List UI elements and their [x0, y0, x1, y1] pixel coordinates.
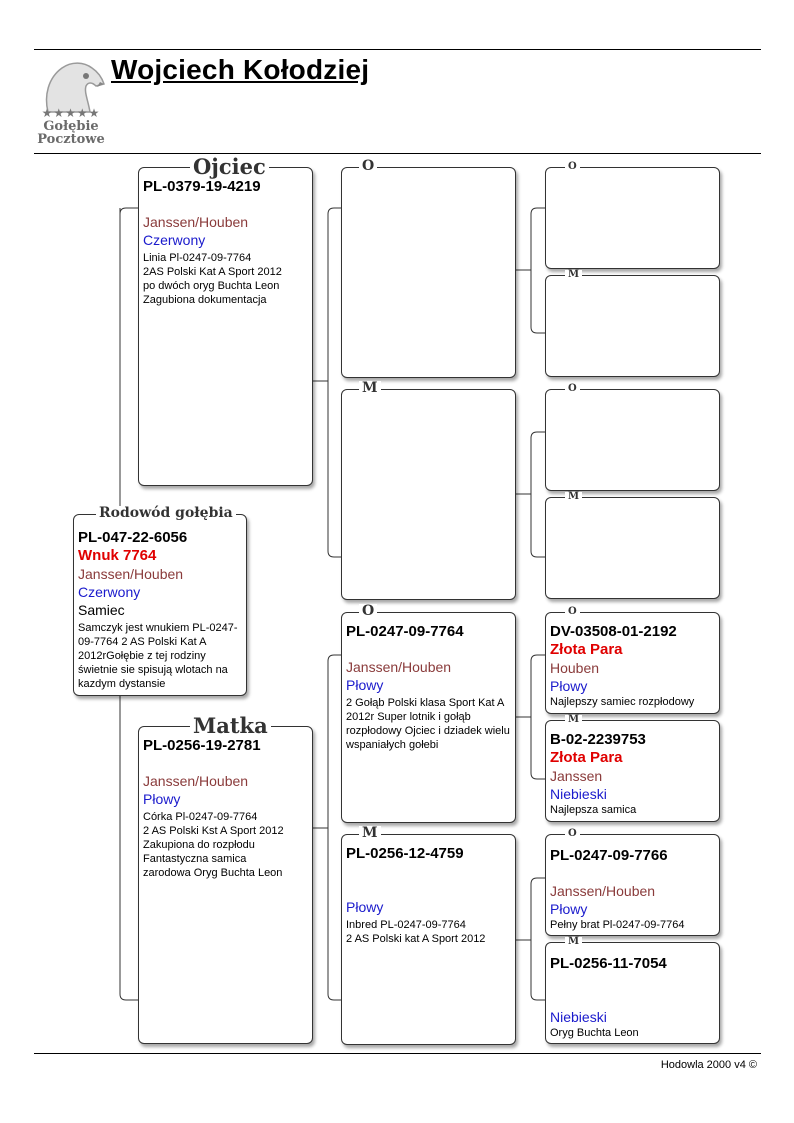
father-breed: Janssen/Houben [143, 214, 249, 230]
mfm-ring: B-02-2239753 [550, 731, 646, 748]
fmo-label: O [565, 384, 580, 394]
father-mother-card[interactable] [341, 380, 516, 600]
father-ring: PL-0379-19-4219 [143, 178, 261, 195]
fmo-card[interactable] [545, 383, 720, 491]
mmm-ring: PL-0256-11-7054 [550, 955, 667, 972]
mother-mother-color: Płowy [346, 899, 384, 915]
mother-mother-ring: PL-0256-12-4759 [346, 845, 464, 862]
ffo-label: O [565, 162, 580, 172]
mmf-card[interactable] [545, 828, 720, 936]
mmf-notes: Pełny brat Pl-0247-09-7764 [550, 919, 685, 931]
mother-mother-label: M [359, 826, 381, 840]
mother-mother-note-1: Inbred PL-0247-09-7764 [346, 919, 466, 931]
footer-text: Hodowla 2000 v4 © [660, 1059, 757, 1071]
father-father-card[interactable] [341, 158, 516, 378]
mother-note-5: zarodowa Oryg Buchta Leon [143, 867, 283, 879]
father-note-2: 2AS Polski Kat A Sport 2012 [143, 266, 282, 278]
logo-line1: Gołębie [43, 119, 99, 134]
subject-name: Wnuk 7764 [78, 547, 157, 564]
ffm-label: M [565, 270, 582, 280]
fmm-label: M [565, 492, 582, 502]
mff-breed: Houben [550, 660, 600, 676]
footer-rule [34, 1053, 761, 1054]
mother-ring: PL-0256-19-2781 [143, 737, 261, 754]
mother-mother-notes [346, 916, 512, 946]
ffo-card[interactable] [545, 161, 720, 269]
mother-mother-note-2: 2 AS Polski kat A Sport 2012 [346, 933, 486, 945]
mfm-label: M [565, 715, 582, 725]
mother-father-color: Płowy [346, 677, 384, 693]
mother-father-notes: 2 Gołąb Polski klasa Sport Kat A 2012r Super lotnik i gołąb rozpłodowy Ojciec i dziadek wielu wspaniałych gołebi [346, 697, 510, 751]
mother-card[interactable] [138, 713, 313, 1044]
subject-card[interactable] [73, 505, 247, 696]
subject-notes: Samczyk jest wnukiem PL-0247-09-7764 2 AS Polski Kat A 2012rGołębie z tej rodziny świetnie sie spisują wlotach na kazdym dystansie [78, 622, 238, 690]
logo-line2: Pocztowe [37, 132, 105, 147]
mff-ring: DV-03508-01-2192 [550, 623, 677, 640]
father-card[interactable] [138, 154, 313, 486]
mother-father-card[interactable] [341, 603, 516, 823]
fmm-card[interactable] [545, 491, 720, 599]
mmm-color: Niebieski [550, 1009, 607, 1025]
subject-breed: Janssen/Houben [78, 566, 184, 582]
mff-name: Złota Para [550, 641, 623, 658]
mother-father-breed: Janssen/Houben [346, 659, 452, 675]
father-father-label: O [359, 159, 377, 173]
mmf-ring: PL-0247-09-7766 [550, 847, 668, 864]
father-note-3: po dwóch oryg Buchta Leon [143, 280, 280, 292]
mff-color: Płowy [550, 678, 588, 694]
mfm-breed: Janssen [550, 768, 603, 784]
mmm-notes: Oryg Buchta Leon [550, 1027, 639, 1039]
father-note-1: Linia Pl-0247-09-7764 [143, 252, 252, 264]
mother-notes [143, 808, 309, 880]
mother-label: Matka [190, 715, 271, 736]
mmf-color: Płowy [550, 901, 588, 917]
mother-mother-card[interactable] [341, 825, 516, 1045]
mother-breed: Janssen/Houben [143, 773, 249, 789]
mother-note-1: Córka Pl-0247-09-7764 [143, 811, 258, 823]
subject-color: Czerwony [78, 584, 141, 600]
mother-note-3: Zakupiona do rozpłodu [143, 839, 255, 851]
mother-note-2: 2 AS Polski Kst A Sport 2012 [143, 825, 284, 837]
mff-label: O [565, 607, 580, 617]
father-note-4: Zagubiona dokumentacja [143, 294, 267, 306]
mfm-card[interactable] [545, 714, 720, 822]
mfm-notes: Najlepsza samica [550, 804, 637, 816]
mmf-label: O [565, 829, 580, 839]
mother-color: Płowy [143, 791, 181, 807]
mmm-label: M [565, 937, 582, 947]
father-color: Czerwony [143, 232, 206, 248]
mff-card[interactable] [545, 606, 720, 714]
mmm-card[interactable] [545, 936, 720, 1044]
father-mother-label: M [359, 381, 381, 395]
mother-note-4: Fantastyczna samica [143, 853, 247, 865]
subject-ring: PL-047-22-6056 [78, 529, 188, 546]
owner-name: Wojciech Kołodziej [111, 54, 370, 85]
father-label: Ojciec [190, 156, 269, 177]
pedigree-label: Rodowód gołębia [96, 506, 236, 520]
father-notes [143, 249, 309, 307]
subject-sex: Samiec [78, 602, 125, 618]
mother-father-label: O [359, 604, 377, 618]
mfm-color: Niebieski [550, 786, 607, 802]
logo-stars: ★★★★★ [41, 106, 101, 120]
mff-notes: Najlepszy samiec rozpłodowy [550, 696, 695, 708]
mfm-name: Złota Para [550, 749, 623, 766]
ffm-card[interactable] [545, 269, 720, 377]
mmf-breed: Janssen/Houben [550, 883, 656, 899]
mother-father-ring: PL-0247-09-7764 [346, 623, 464, 640]
